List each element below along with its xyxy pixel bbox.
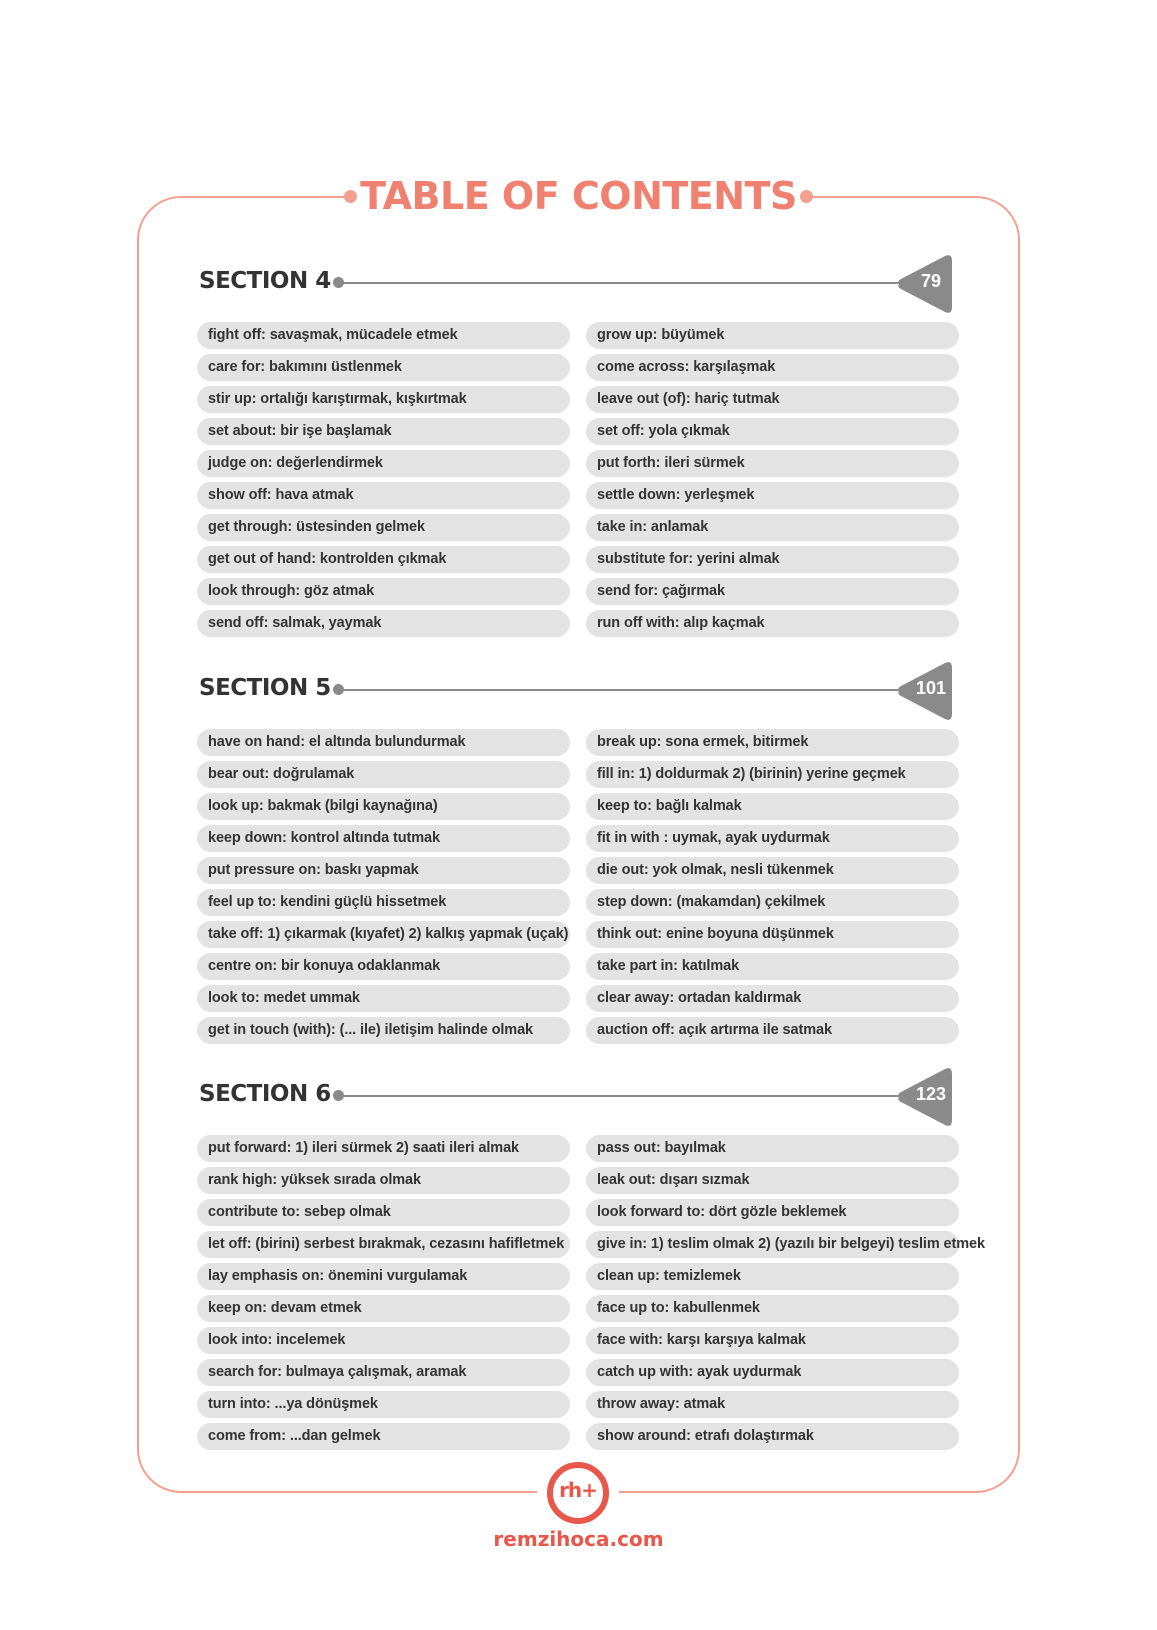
toc-item[interactable]: fit in with : uymak, ayak uydurmak [586, 825, 959, 852]
toc-item[interactable]: have on hand: el altında bulundurmak [197, 729, 570, 756]
toc-item[interactable]: take part in: katılmak [586, 953, 959, 980]
toc-item[interactable]: fill in: 1) doldurmak 2) (birinin) yerine geçmek [586, 761, 959, 788]
section-5 [197, 661, 957, 1044]
toc-item[interactable]: catch up with: ayak uydurmak [586, 1359, 959, 1386]
toc-item[interactable]: clean up: temizlemek [586, 1263, 959, 1290]
toc-item[interactable]: get out of hand: kontrolden çıkmak [197, 546, 570, 573]
toc-item[interactable]: step down: (makamdan) çekilmek [586, 889, 959, 916]
section-dot-icon [333, 1090, 344, 1101]
section-divider [337, 689, 907, 691]
section-6 [197, 1067, 985, 1450]
toc-item[interactable]: centre on: bir konuya odaklanmak [197, 953, 570, 980]
toc-item[interactable]: set off: yola çıkmak [586, 418, 959, 445]
section-header [197, 254, 957, 316]
section-dot-icon [333, 277, 344, 288]
title-wrap [0, 172, 1157, 220]
section-header [197, 1067, 957, 1129]
toc-item[interactable]: grow up: büyümek [586, 322, 959, 349]
toc-item[interactable]: put pressure on: baskı yapmak [197, 857, 570, 884]
toc-item[interactable]: pass out: bayılmak [586, 1135, 959, 1162]
section-divider [337, 1095, 907, 1097]
page-number: 101 [915, 678, 947, 698]
section-label: SECTION 5 [199, 675, 331, 701]
toc-item[interactable]: look forward to: dört gözle beklemek [586, 1199, 959, 1226]
toc-item[interactable]: look to: medet ummak [197, 985, 570, 1012]
toc-item[interactable]: take in: anlamak [586, 514, 959, 541]
page-badge[interactable] [895, 254, 955, 314]
page-number: 123 [915, 1084, 947, 1104]
toc-item[interactable]: bear out: doğrulamak [197, 761, 570, 788]
toc-item[interactable]: judge on: değerlendirmek [197, 450, 570, 477]
logo-text: rh+ [559, 1478, 597, 1502]
toc-item[interactable]: auction off: açık artırma ile satmak [586, 1017, 959, 1044]
section-divider [337, 282, 907, 284]
toc-item[interactable]: set about: bir işe başlamak [197, 418, 570, 445]
toc-item[interactable]: leak out: dışarı sızmak [586, 1167, 959, 1194]
toc-item[interactable]: send for: çağırmak [586, 578, 959, 605]
page-badge[interactable] [895, 1067, 955, 1127]
toc-item[interactable]: keep to: bağlı kalmak [586, 793, 959, 820]
toc-item[interactable]: lay emphasis on: önemini vurgulamak [197, 1263, 570, 1290]
toc-item[interactable]: run off with: alıp kaçmak [586, 610, 959, 637]
toc-item[interactable]: look through: göz atmak [197, 578, 570, 605]
website-link[interactable]: remzihoca.com [493, 1527, 664, 1551]
toc-item[interactable]: care for: bakımını üstlenmek [197, 354, 570, 381]
toc-item[interactable]: look into: incelemek [197, 1327, 570, 1354]
toc-item[interactable]: come from: ...dan gelmek [197, 1423, 570, 1450]
toc-item[interactable]: break up: sona ermek, bitirmek [586, 729, 959, 756]
toc-item[interactable]: keep on: devam etmek [197, 1295, 570, 1322]
toc-item[interactable]: die out: yok olmak, nesli tükenmek [586, 857, 959, 884]
toc-item[interactable]: look up: bakmak (bilgi kaynağına) [197, 793, 570, 820]
toc-item[interactable]: clear away: ortadan kaldırmak [586, 985, 959, 1012]
item-grid [197, 1135, 985, 1450]
page-number: 79 [920, 271, 942, 291]
toc-item[interactable]: put forward: 1) ileri sürmek 2) saati ileri almak [197, 1135, 570, 1162]
brand-logo[interactable] [547, 1462, 609, 1524]
toc-item[interactable]: fight off: savaşmak, mücadele etmek [197, 322, 570, 349]
section-header [197, 661, 957, 723]
toc-item[interactable]: take off: 1) çıkarmak (kıyafet) 2) kalkış yapmak (uçak) [197, 921, 570, 948]
page-badge[interactable] [895, 661, 955, 721]
section-label: SECTION 6 [199, 1081, 331, 1107]
toc-item[interactable]: show off: hava atmak [197, 482, 570, 509]
toc-item[interactable]: let off: (birini) serbest bırakmak, cezasını hafifletmek [197, 1231, 570, 1258]
toc-item[interactable]: think out: enine boyuna düşünmek [586, 921, 959, 948]
toc-item[interactable]: face up to: kabullenmek [586, 1295, 959, 1322]
toc-item[interactable]: substitute for: yerini almak [586, 546, 959, 573]
toc-item[interactable]: rank high: yüksek sırada olmak [197, 1167, 570, 1194]
toc-item[interactable]: search for: bulmaya çalışmak, aramak [197, 1359, 570, 1386]
toc-item[interactable]: put forth: ileri sürmek [586, 450, 959, 477]
toc-item[interactable]: stir up: ortalığı karıştırmak, kışkırtmak [197, 386, 570, 413]
section-dot-icon [333, 684, 344, 695]
section-label: SECTION 4 [199, 268, 331, 294]
item-grid [197, 729, 957, 1044]
toc-item[interactable]: keep down: kontrol altında tutmak [197, 825, 570, 852]
toc-item[interactable]: come across: karşılaşmak [586, 354, 959, 381]
toc-item[interactable]: show around: etrafı dolaştırmak [586, 1423, 959, 1450]
section-4 [197, 254, 957, 637]
toc-item[interactable]: feel up to: kendini güçlü hissetmek [197, 889, 570, 916]
toc-item[interactable]: get in touch (with): (... ile) iletişim halinde olmak [197, 1017, 570, 1044]
toc-item[interactable]: get through: üstesinden gelmek [197, 514, 570, 541]
toc-item[interactable]: give in: 1) teslim olmak 2) (yazılı bir belgeyi) teslim etmek [586, 1231, 959, 1258]
toc-item[interactable]: leave out (of): hariç tutmak [586, 386, 959, 413]
toc-item[interactable]: contribute to: sebep olmak [197, 1199, 570, 1226]
toc-item[interactable]: turn into: ...ya dönüşmek [197, 1391, 570, 1418]
item-grid [197, 322, 957, 637]
page-title: TABLE OF CONTENTS [348, 172, 809, 220]
toc-item[interactable]: settle down: yerleşmek [586, 482, 959, 509]
toc-item[interactable]: send off: salmak, yaymak [197, 610, 570, 637]
toc-item[interactable]: face with: karşı karşıya kalmak [586, 1327, 959, 1354]
toc-item[interactable]: throw away: atmak [586, 1391, 959, 1418]
